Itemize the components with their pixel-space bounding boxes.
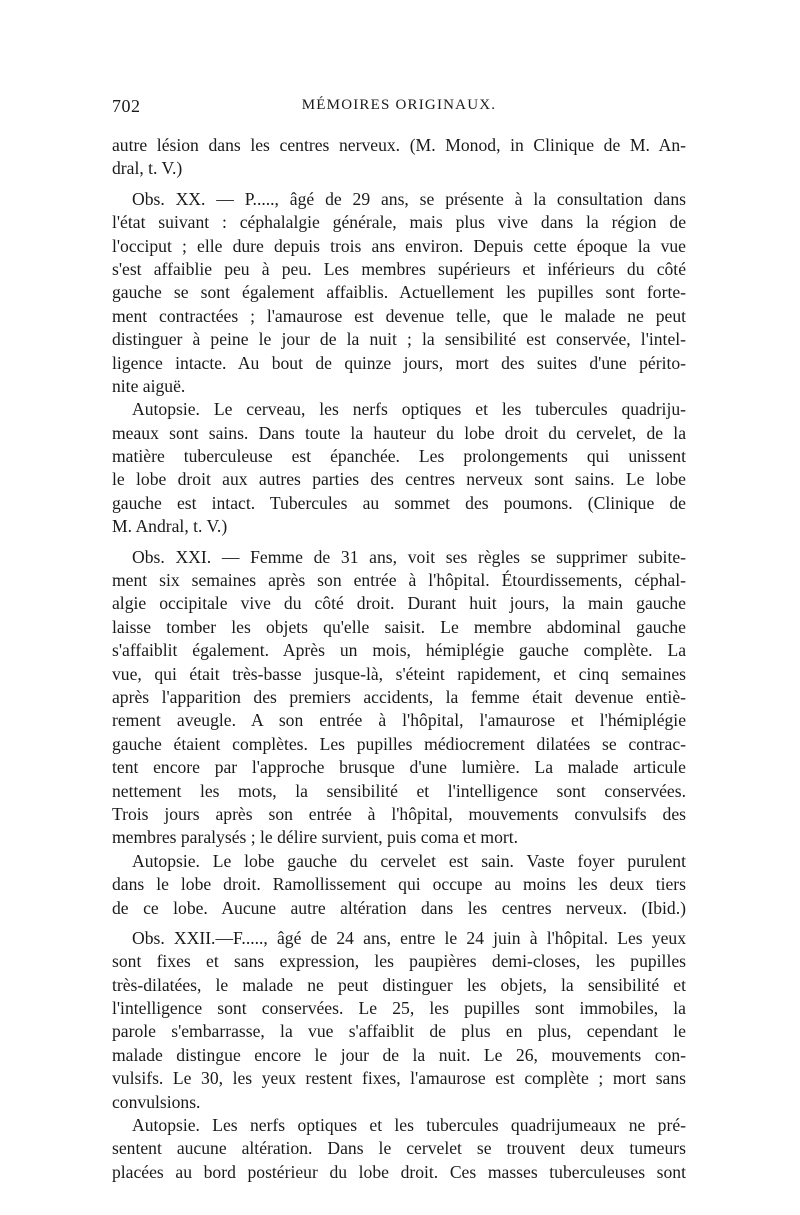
text-line: membres paralysés ; le délire survient, puis coma et mort. [112,827,519,848]
text-line: placées au bord postérieur du lobe droit. Ces masses tuberculeuses sont [112,1161,686,1182]
text-line: le lobe droit aux autres parties des centres nerveux sont sains. Le lobe [112,469,686,490]
text-line: de ce lobe. Aucune autre altération dans les centres nerveux. (Ibid.) [112,897,686,918]
text-line: autre lésion dans les centres nerveux. (M. Monod, in Clinique de M. An- [112,135,686,155]
text-line: gauche est intact. Tubercules au sommet des poumons. (Clinique de [112,492,686,513]
text-line: rement aveugle. A son entrée à l'hôpital, l'amaurose et l'hémiplégie [112,710,686,731]
paragraph-gap [112,539,686,546]
text-line: vue, qui était très-basse jusque-là, s'éteint rapidement, et cinq semaines [112,663,686,684]
paragraph-gap [112,181,686,188]
text-line: nettement les mots, la sensibilité et l'intelligence sont conservées. [112,780,686,801]
text-line: vulsifs. Le 30, les yeux restent fixes, l'amaurose est complète ; mort sans [112,1068,686,1089]
text-line: Autopsie. Le cerveau, les nerfs optiques et les tubercules quadriju- [132,399,686,420]
paragraph-obs21 [112,546,686,920]
text-line: gauche se sont également affaiblis. Actuellement les pupilles sont forte- [112,282,686,303]
text-line: ment contractées ; l'amaurose est devenue telle, que le malade ne peut [112,305,686,326]
text-line: convulsions. [112,1091,201,1112]
text-line: sont fixes et sans expression, les paupières demi-closes, les pupilles [112,951,686,972]
book-page [112,96,686,1184]
running-header [112,96,686,124]
text-line: l'état suivant : céphalalgie générale, mais plus vive dans la région de [112,212,686,233]
text-line: parole s'embarrasse, la vue s'affaiblit de plus en plus, cependant le [112,1021,686,1042]
text-line: Obs. XXI. — Femme de 31 ans, voit ses règles se supprimer subite- [132,546,686,567]
text-line: très-dilatées, le malade ne peut distinguer les objets, la sensibilité et [112,974,686,995]
paragraph-obs20 [112,188,686,539]
text-line: Obs. XX. — P....., âgé de 29 ans, se présente à la consultation dans [132,188,686,209]
text-line: dral, t. V.) [112,158,183,179]
text-line: s'affaiblit également. Après un mois, hémiplégie gauche complète. La [112,640,686,661]
text-line: distinguer à peine le jour de la nuit ; la sensibilité est conservée, l'intel- [112,329,686,350]
page-number: 702 [112,96,141,116]
text-line: dans le lobe droit. Ramollissement qui occupe au moins les deux tiers [112,874,686,895]
text-line: matière tuberculeuse est épanchée. Les prolongements qui unissent [112,446,686,467]
running-title: MÉMOIRES ORIGINAUX. [301,97,497,113]
paragraph-obs22 [112,927,686,1184]
text-line: Obs. XXII.—F....., âgé de 24 ans, entre le 24 juin à l'hôpital. Les yeux [132,927,686,948]
text-line: Autopsie. Le lobe gauche du cervelet est sain. Vaste foyer purulent [132,850,686,871]
text-line: l'intelligence sont conservées. Le 25, les pupilles sont immobiles, la [112,998,686,1019]
text-line: ligence intacte. Au bout de quinze jours, mort des suites d'une périto- [112,352,686,373]
text-line: l'occiput ; elle dure depuis trois ans environ. Depuis cette époque la vue [112,235,686,256]
text-line: Trois jours après son entrée à l'hôpital, mouvements convulsifs des [112,803,686,824]
text-line: Autopsie. Les nerfs optiques et les tubercules quadrijumeaux ne pré- [132,1115,686,1136]
text-line: meaux sont sains. Dans toute la hauteur du lobe droit du cervelet, de la [112,422,686,443]
text-line: algie occipitale vive du côté droit. Durant huit jours, la main gauche [112,593,686,614]
text-line: malade distingue encore le jour de la nuit. Le 26, mouvements con- [112,1044,686,1065]
text-line: laisse tomber les objets qu'elle saisit. Le membre abdominal gauche [112,616,686,637]
paragraph-gap [112,920,686,927]
text-line: s'est affaiblie peu à peu. Les membres supérieurs et inférieurs du côté [112,258,686,279]
text-line: sentent aucune altération. Dans le cervelet se trouvent deux tumeurs [112,1138,686,1159]
text-line: après l'apparition des premiers accidents, la femme était devenue entiè- [112,686,686,707]
text-line: M. Andral, t. V.) [112,516,228,537]
text-line: gauche étaient complètes. Les pupilles médiocrement dilatées se contrac- [112,733,686,754]
text-line: nite aiguë. [112,375,186,396]
text-line: tent encore par l'approche brusque d'une lumière. La malade articule [112,757,686,778]
body-text [112,134,686,1184]
text-line: ment six semaines après son entrée à l'hôpital. Étourdissements, céphal- [112,570,686,591]
paragraph-p0 [112,134,686,181]
